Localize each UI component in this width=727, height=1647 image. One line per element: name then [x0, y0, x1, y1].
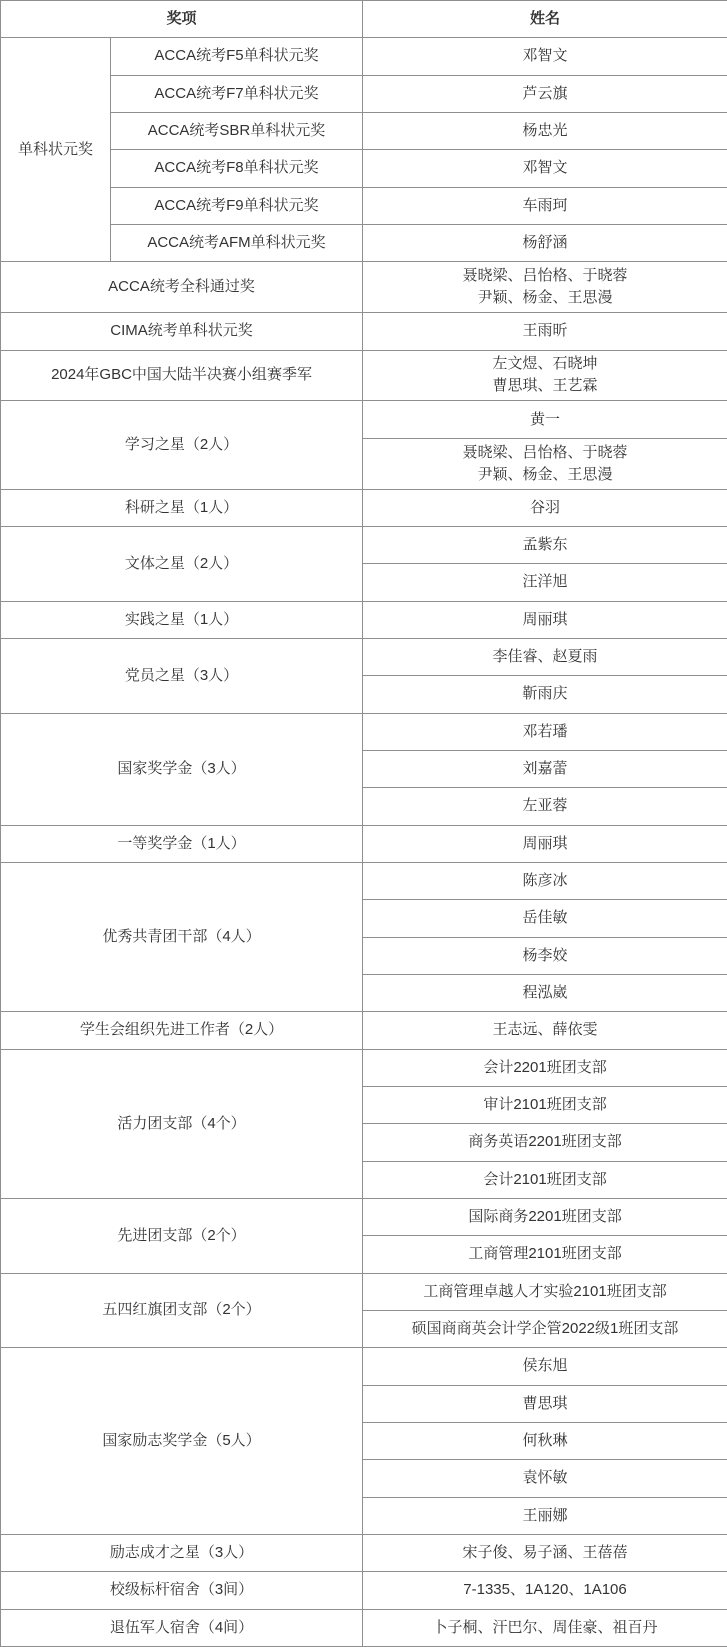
award-cell: 励志成才之星（3人） [1, 1534, 363, 1571]
winner-name: 杨李姣 [522, 946, 568, 964]
winner-name: 周丽琪 [522, 834, 568, 852]
winner-cell [363, 1460, 727, 1497]
award-cell: 五四红旗团支部（2个） [1, 1273, 363, 1348]
winner-name: 工商管理卓越人才实验2101班团支部 [423, 1282, 667, 1300]
winner-name: 硕国商商英会计学企管2022级1班团支部 [411, 1320, 679, 1338]
winner-name: 谷羽 [530, 498, 561, 516]
winner-name: 邓智文 [522, 47, 568, 65]
winner-cell [363, 1012, 727, 1049]
winner-cell [363, 187, 727, 224]
winner-cell [363, 900, 727, 937]
table-row [1, 862, 727, 899]
winner-name: 黄一 [530, 410, 561, 428]
winner-name: 芦云旗 [522, 84, 568, 102]
table-row [1, 1049, 727, 1086]
winner-cell [363, 313, 727, 350]
winner-cell [363, 937, 727, 974]
winner-name: 聂晓梁、吕怡格、于晓蓉 [462, 443, 628, 461]
table-row [1, 1273, 727, 1310]
award-cell: 学习之星（2人） [1, 401, 363, 489]
table-row [1, 1609, 727, 1646]
winner-cell [363, 1198, 727, 1235]
award-sub-cell: ACCA统考F5单科状元奖 [111, 38, 363, 75]
award-cell: 2024年GBC中国大陆半决赛小组赛季军 [1, 350, 363, 401]
table-row [1, 1572, 727, 1609]
award-sub-cell: ACCA统考F7单科状元奖 [111, 75, 363, 112]
table-row [1, 527, 727, 564]
winner-name: 杨舒涵 [522, 234, 568, 252]
winner-cell [363, 38, 727, 75]
winner-name: 车雨珂 [522, 196, 568, 214]
table-row [1, 401, 727, 438]
winner-name: 尹颖、杨金、王思漫 [477, 465, 613, 483]
winner-name: 左亚蓉 [522, 797, 568, 815]
winner-cell [363, 862, 727, 899]
winner-name: 侯东旭 [522, 1357, 568, 1375]
award-cell: 校级标杆宿舍（3间） [1, 1572, 363, 1609]
winner-cell [363, 1348, 727, 1385]
award-cell: 党员之星（3人） [1, 638, 363, 713]
winner-name: 岳佳敏 [522, 909, 568, 927]
award-cell: 退伍军人宿舍（4间） [1, 1609, 363, 1646]
winner-name: 左文煜、石晓坤 [492, 355, 598, 373]
winner-cell [363, 262, 727, 313]
table-row [1, 1012, 727, 1049]
winner-name: 王志远、薛依雯 [492, 1021, 598, 1039]
winner-name: 审计2101班团支部 [483, 1096, 607, 1114]
award-cell: 实践之星（1人） [1, 601, 363, 638]
winner-cell [363, 1273, 727, 1310]
table-row [1, 313, 727, 350]
winner-cell [363, 750, 727, 787]
winner-cell [363, 527, 727, 564]
award-sub-cell: ACCA统考F9单科状元奖 [111, 187, 363, 224]
winner-cell [363, 438, 727, 489]
winner-cell [363, 788, 727, 825]
winner-name: 靳雨庆 [522, 685, 568, 703]
table-row [1, 489, 727, 526]
winner-name: 聂晓梁、吕怡格、于晓蓉 [462, 267, 628, 285]
winner-name: 曹思琪、王艺霖 [492, 377, 598, 395]
winner-cell [363, 1572, 727, 1609]
award-column-header: 奖项 [1, 1, 363, 38]
winner-cell [363, 112, 727, 149]
table-row [1, 38, 727, 75]
winner-name: 刘嘉蕾 [522, 760, 568, 778]
winner-name: 会计2101班团支部 [483, 1170, 607, 1188]
winner-name: 国际商务2201班团支部 [468, 1208, 622, 1226]
winner-cell [363, 350, 727, 401]
award-cell: 国家励志奖学金（5人） [1, 1348, 363, 1535]
winner-cell [363, 1422, 727, 1459]
table-row [1, 262, 727, 313]
winner-name: 工商管理2101班团支部 [468, 1245, 622, 1263]
winner-cell [363, 601, 727, 638]
winner-name: 陈彦冰 [522, 872, 568, 890]
winner-name: 王丽娜 [522, 1506, 568, 1524]
winner-cell [363, 1310, 727, 1347]
table-row [1, 601, 727, 638]
award-cell: ACCA统考全科通过奖 [1, 262, 363, 313]
winner-cell [363, 75, 727, 112]
winner-cell [363, 1086, 727, 1123]
table-row [1, 713, 727, 750]
winner-cell [363, 1049, 727, 1086]
winner-name: 7-1335、1A120、1A106 [463, 1581, 627, 1599]
award-cell: CIMA统考单科状元奖 [1, 313, 363, 350]
winner-cell [363, 564, 727, 601]
winner-name: 曹思琪 [522, 1394, 568, 1412]
winner-cell [363, 1609, 727, 1646]
award-cell: 一等奖学金（1人） [1, 825, 363, 862]
winner-cell [363, 1236, 727, 1273]
winner-name: 汪洋旭 [522, 573, 568, 591]
winner-name: 宋子俊、易子涵、王蓓蓓 [462, 1544, 628, 1562]
table-row [1, 1348, 727, 1385]
winner-cell [363, 401, 727, 438]
winner-name: 程泓崴 [522, 984, 568, 1002]
table-row [1, 1534, 727, 1571]
table-row [1, 1198, 727, 1235]
award-cell: 科研之星（1人） [1, 489, 363, 526]
award-cell: 先进团支部（2个） [1, 1198, 363, 1273]
winner-cell [363, 825, 727, 862]
award-cell: 国家奖学金（3人） [1, 713, 363, 825]
winner-name: 王雨昕 [522, 322, 568, 340]
winner-name: 何秋琳 [522, 1432, 568, 1450]
winner-cell [363, 150, 727, 187]
winner-cell [363, 489, 727, 526]
table-row [1, 638, 727, 675]
winner-cell [363, 1161, 727, 1198]
table-header-row [1, 1, 727, 38]
winner-name: 杨忠光 [522, 122, 568, 140]
winner-name: 孟紫东 [522, 536, 568, 554]
winner-cell [363, 676, 727, 713]
winner-name: 尹颖、杨金、王思漫 [477, 289, 613, 307]
winner-name: 邓智文 [522, 159, 568, 177]
award-cell: 文体之星（2人） [1, 527, 363, 602]
winner-cell [363, 974, 727, 1011]
winner-cell [363, 713, 727, 750]
award-cell: 活力团支部（4个） [1, 1049, 363, 1198]
winner-name: 商务英语2201班团支部 [468, 1133, 622, 1151]
award-sub-cell: ACCA统考SBR单科状元奖 [111, 112, 363, 149]
award-sub-cell: ACCA统考F8单科状元奖 [111, 150, 363, 187]
winner-cell [363, 1534, 727, 1571]
winner-cell [363, 1497, 727, 1534]
winner-name: 周丽琪 [522, 610, 568, 628]
award-group-cell: 单科状元奖 [1, 38, 111, 262]
winner-cell [363, 1124, 727, 1161]
name-column-header: 姓名 [363, 1, 727, 38]
table-row [1, 350, 727, 401]
winner-name: 卜子桐、汗巴尔、周佳豪、祖百丹 [432, 1618, 658, 1636]
winner-cell [363, 1385, 727, 1422]
winner-name: 会计2201班团支部 [483, 1058, 607, 1076]
award-cell: 优秀共青团干部（4人） [1, 862, 363, 1011]
table-row [1, 825, 727, 862]
winner-name: 袁怀敏 [522, 1469, 568, 1487]
winner-name: 邓若璠 [522, 722, 568, 740]
winner-cell [363, 224, 727, 261]
winner-name: 李佳睿、赵夏雨 [492, 648, 598, 666]
award-cell: 学生会组织先进工作者（2人） [1, 1012, 363, 1049]
award-sub-cell: ACCA统考AFM单科状元奖 [111, 224, 363, 261]
award-table-body [1, 1, 727, 1647]
winner-cell [363, 638, 727, 675]
